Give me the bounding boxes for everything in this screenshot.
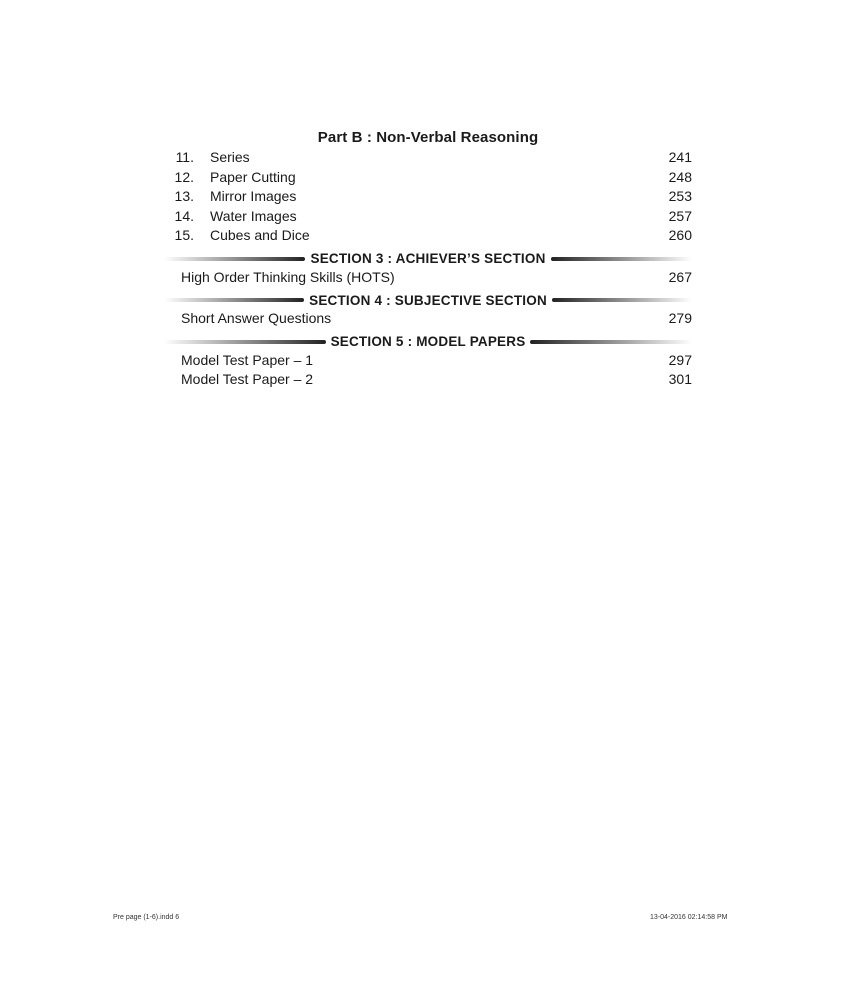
part-heading: Part B : Non-Verbal Reasoning [317,129,539,146]
heading-rule-left [164,340,326,344]
page-number: 257 [668,207,692,224]
toc-row [164,149,692,169]
heading-rule-left [164,298,304,302]
entry-title: Model Test Paper – 2 [181,371,314,387]
chapter-number: 14. [174,207,194,224]
toc-row [164,269,692,289]
page-number: 241 [668,149,692,165]
chapter-number: 12. [174,168,194,185]
toc-row [164,188,692,208]
entry-title: Short Answer Questions [181,310,332,326]
page-number: 260 [668,227,692,243]
chapter-title: Series [210,149,250,165]
chapter-title: Paper Cutting [210,168,296,185]
chapter-title: Cubes and Dice [210,227,310,243]
toc-row [164,169,692,189]
toc-row [164,310,692,330]
entry-title: Model Test Paper – 1 [181,351,314,368]
chapter-number: 11. [175,149,194,165]
heading-rule-right [551,257,692,261]
page-number: 253 [668,188,692,204]
page-number: 297 [668,351,692,368]
toc-row [164,352,692,372]
section-3-heading [164,249,692,269]
section-4-heading [164,290,692,310]
chapter-title: Mirror Images [210,188,297,204]
toc-row [164,208,692,228]
section-5-heading [164,332,692,352]
page-number: 248 [668,168,692,185]
chapter-title: Water Images [210,207,297,224]
section-title: SECTION 4 : SUBJECTIVE SECTION [309,292,547,308]
section-title: SECTION 5 : MODEL PAPERS [330,334,526,349]
footer-timestamp: 13-04-2016 02:14:58 PM [650,914,728,921]
heading-rule-right [552,298,692,302]
entry-title: High Order Thinking Skills (HOTS) [181,268,395,285]
table-of-contents [164,129,692,391]
section-title: SECTION 3 : ACHIEVER’S SECTION [310,251,546,266]
toc-row [164,371,692,391]
toc-row [164,227,692,247]
chapter-number: 13. [174,188,194,204]
page-number: 267 [668,268,692,285]
heading-rule-right [530,340,692,344]
chapter-number: 15. [174,227,194,243]
page-number: 301 [668,371,692,387]
heading-rule-left [164,257,305,261]
footer-file-label: Pre page (1-6).indd 6 [113,914,180,921]
page-number: 279 [668,310,692,326]
